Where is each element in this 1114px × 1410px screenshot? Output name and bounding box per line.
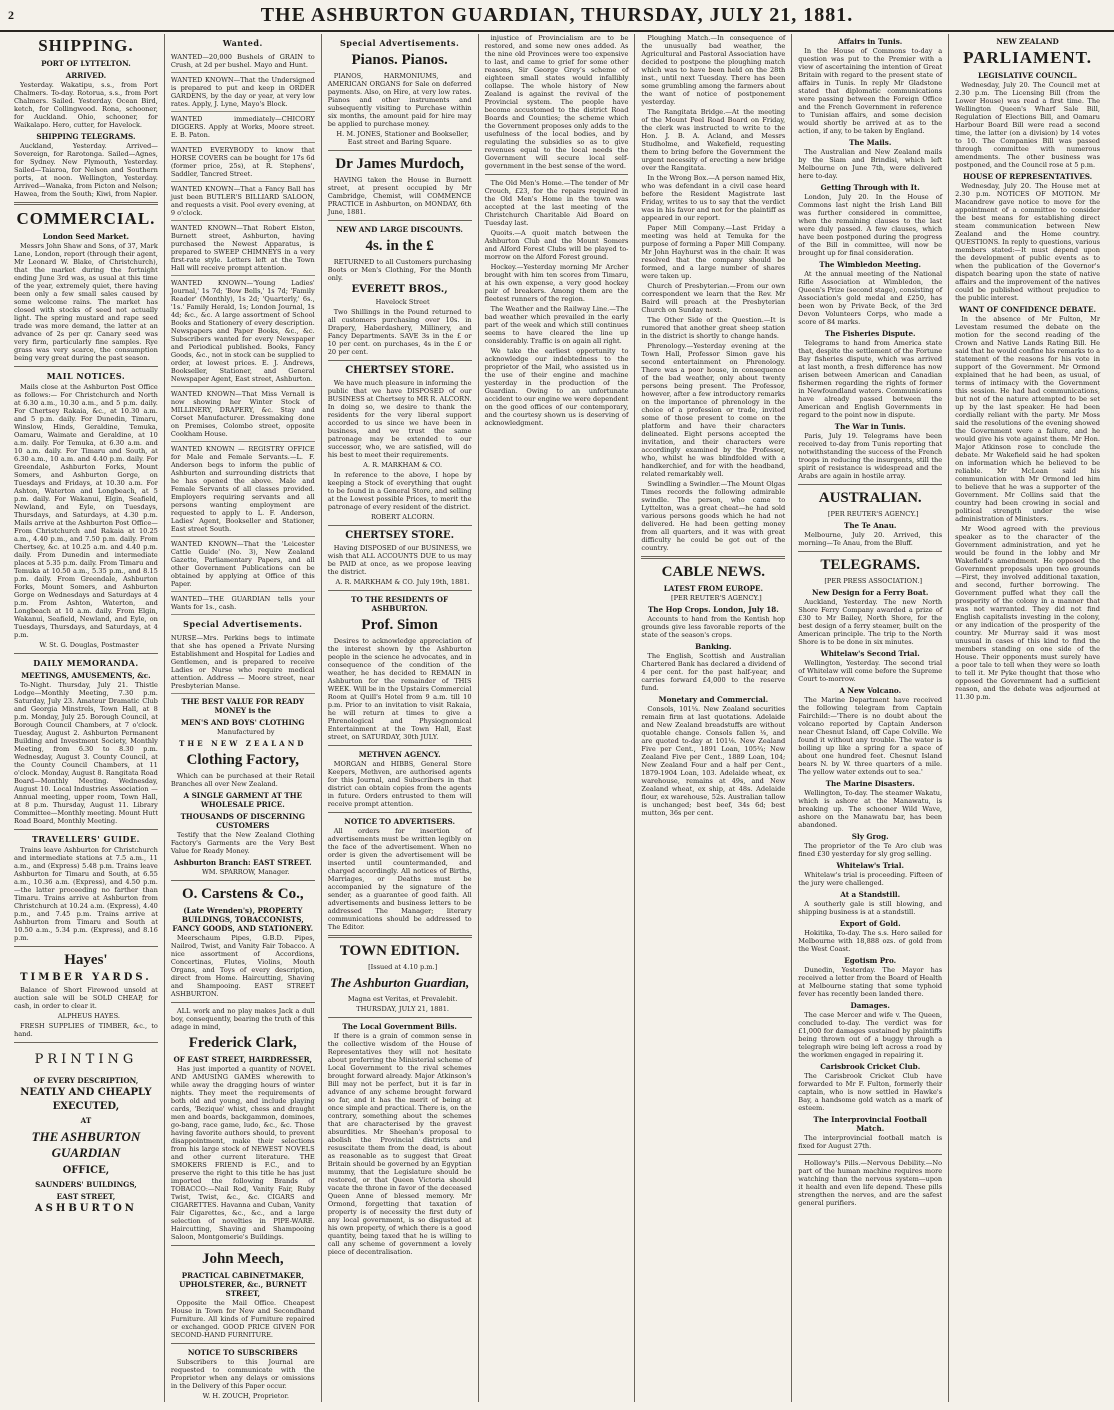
simon-text: Desires to acknowledge appreciation of the interest shown by the Ashburton people in the science he advocates, and in consequence of the condition of the weather, he has decided to REMAIN in Ashburton for the remainder of THIS WEEK. Will be in the Upstairs Commercial Room at Quill's Hotel from 9 a.m. till 10 p.m. Prior to an invitation to visit Rakaia, he will return at times to give a Phrenological and Physiognomical Entertainment at the Town Hall, East street, on SATURDAY, 30th JULY. bbox=[327, 637, 472, 741]
wanted-ad: WANTED—20,000 Bushels of GRAIN to Crush, at 2d per bushel. Mayo and Hunt. bbox=[171, 50, 315, 73]
chertsey-title: CHERTSEY STORE. bbox=[345, 365, 455, 376]
printing-line-2: NEATLY AND CHEAPLY bbox=[20, 1087, 152, 1098]
single-garment: A SINGLE GARMENT AT THE WHOLESALE PRICE. bbox=[183, 791, 303, 809]
weather-railway: The Weather and the Railway Line.—The bad weather which prevailed in the early part of the week and which still continues seems to have cleared the line up considerably. Traffic is on again all right. bbox=[484, 305, 629, 345]
arrived-heading: ARRIVED. bbox=[65, 71, 107, 80]
editorial-continued: injustice of Provincialism are to be restored, and some new ones added. As the nine old Provinces were too expensive to last, and came to grief for some other reasons, Sir George Grey's scheme of eighteen small states would infallibly collapse. The whole history of New Zealand is against the revival of the Provincial system. The people have become accustomed to the district Road Boards and Counties; the scheme which the Government proposes only adds to the usefulness of the local bodies, and by regulating the subsidies so as to give revenues equal to the local needs the Government will secure local self-government in the best sense of the word. bbox=[484, 34, 629, 170]
paper-mill: Paper Mill Company.—Last Friday a meeting was held at Temuka for the purpose of forming a Paper Mill Company. Mr John Hayhurst was in the chair. It was resolved that the company should be formed, and a large number of shares were taken up. bbox=[641, 224, 786, 280]
wanted-ad: WANTED KNOWN—That the 'Leicester Cattle Guide' (No. 3), New Zealand Gazette, Parliamentary Papers, and all other Government Publications can be obtained by applying at Office of this Paper. bbox=[171, 537, 315, 592]
volcano-heading: A New Volcano. bbox=[839, 686, 902, 695]
telegrams-title: TELEGRAMS. bbox=[820, 557, 921, 573]
australian-title: AUSTRALIAN. bbox=[818, 490, 922, 506]
chertsey3-sign: A. R. MARKHAM & CO. July 19th, 1881. bbox=[335, 578, 470, 586]
col7-body: Mr Wood agreed with the previous speaker as to the character of the Government administration, and yet he would be found in the lobby and Mr Wakefield's amendment. He opposed the Government proposals upon two grounds—First, they involved additional taxation, and second, further borrowing. The Government puffed what they call the prosperity of the colony in a manner that was not warranted. They did not find English capitalists investing in the colony, or any indication of the prosperity of the country. Mr Murray said it was most unusual in cases of this kind to find the members standing on one side of the House. Their opponents must surely have a poor tale to tell when they were so loath to tell it. Mr Pyke thought that those who opposed the Government had a sufficient reason, and the debate was adjourned at 11.30 p.m. bbox=[955, 525, 1100, 701]
residents-heading: TO THE RESIDENTS OF ASHBURTON. bbox=[351, 595, 449, 613]
timber-yards-title: TIMBER YARDS. bbox=[20, 972, 152, 983]
printing-line-3: EXECUTED, bbox=[52, 1101, 120, 1112]
house-text: Wednesday, July 20. The House met at 2.30 p.m. NOTICES OF MOTION. Mr Macandrew gave notice to move for the appointment of a committee to consider the best means for establishing direct steam communication between New Zealand and the Home country. QUESTIONS. In reply to questions, various members stated:—It must depend upon the development of public events as to when the publication of the Governor's dispatch bearing upon the state of native affairs and the improvement of the natives could be published without prejudice to the public interest. bbox=[955, 182, 1100, 302]
old-mens-home: The Old Men's Home.—The tender of Mr Crouch, £23, for the repairs required in the Old Men's Home in the town was accepted at the last meeting of the Christchurch Charitable Aid Board on Tuesday last. bbox=[484, 179, 629, 227]
london-seed-text: Messrs John Shaw and Sons, of 37, Mark Lane, London, report (through their agent, Mr Leonard W. Blake, of Christchurch), that the market during the fortnight ending June 3rd was, as usual at this time of the year, extremely quiet, there having been only a few small sales caused by some welcome rains. The market has closed with stocks of seed not actually light. The spring mustard and rape seed trade was more demand, the latter at an advance of 2s per qr. Canary seed was very firm, particularly fine samples. Rye grass was very scarce, the consumption being very great during the past season. bbox=[14, 242, 158, 362]
pianos-text: PIANOS, HARMONIUMS, and AMERICAN ORGANS for Sale on deferred payments. Also, on Hire, at very low rates. Pianos and other instruments and subsequently visiting to Purchase within six months, the amount paid for hire may be applied to purchase money. bbox=[327, 72, 472, 128]
motto: Magna est Veritas, et Prevalebit. bbox=[347, 995, 458, 1003]
thousands: THOUSANDS OF DISCERNING CUSTOMERS bbox=[180, 812, 305, 830]
shipping-telegrams-heading: SHIPPING TELEGRAMS. bbox=[36, 132, 136, 141]
telegrams-agent: [PER PRESS ASSOCIATION.] bbox=[824, 577, 923, 585]
newspaper-title: THE ASHBURTON GUARDIAN, THURSDAY, JULY 21, 1881. bbox=[260, 3, 854, 26]
export-heading: Export of Gold. bbox=[839, 919, 901, 928]
column-5 bbox=[635, 34, 792, 1402]
timber-text: Balance of Short Firewood unsold at auction sale will be SOLD CHEAP, for cash, in order to clear it. bbox=[14, 986, 158, 1010]
divider bbox=[14, 202, 158, 205]
wanted-ad: WANTED KNOWN—'Young Ladies' Journal,' 1s 7d; 'Bow Bells,' 1s 7d; 'Family Reader' (Monthly), 1s 2d; 'Quarterly,' 6s., '1s.' Family Herald, 1s; London Journal, 1s 4d; &c., &c. A large assortment of School Books and Stationery of every description. Newspapers and Paper Books, &c., &c. Subscribers wanted for every Newspaper and Periodical published. Books, Fancy Goods, &c., not in stock can be supplied to order, at lowest prices. E. J. Andrews, Bookseller, Stationer, and General Newspaper Agent, East street, Ashburton. bbox=[171, 276, 315, 387]
egotism-heading: Egotism Pro. bbox=[844, 956, 897, 965]
shipping-telegrams-text: Auckland, Yesterday. Arrived—Sovereign, for Rarotonga. Sailed—Agnes, for Sydney. New Plymouth, Yesterday. Sailed—Taiaroa, for Nelson and Southern ports, at noon. Wellington, Yesterday. Arrived—Wanaka, from Picton and Nelson; Hawea, from the South; Kiwi, from Napier. bbox=[14, 142, 158, 198]
meetings-heading: MEETINGS, AMUSEMENTS, &c. bbox=[21, 671, 151, 680]
hop-crops-text: Accounts to hand from the Kentish hop grounds give less favorable reports of the state of the season's crops. bbox=[641, 615, 786, 639]
printing-line-5: THE ASHBURTON GUARDIAN bbox=[31, 1129, 141, 1160]
damages-heading: Damages. bbox=[850, 1001, 890, 1010]
wanted-ad: WANTED EVERYBODY to know that HORSE COVERS can be bought for 17s 6d (former price, 25s), at R. Stephens', Saddler, Tancred Street. bbox=[171, 143, 315, 182]
printing-line-4: AT bbox=[80, 1116, 92, 1125]
returned-text: RETURNED to all Customers purchasing Boots or Men's Clothing, For the Month only. bbox=[327, 258, 472, 282]
printing-title: PRINTING bbox=[34, 1052, 138, 1067]
manager: WM. SPARROW, Manager. bbox=[202, 868, 290, 876]
best-value-sub: MEN'S AND BOYS' CLOTHING bbox=[181, 718, 305, 727]
clark-sub: OF EAST STREET, HAIRDRESSER, bbox=[173, 1055, 313, 1064]
australian-agent: [PER REUTER'S AGENCY.] bbox=[827, 510, 919, 518]
confidence-heading: WANT OF CONFIDENCE DEBATE. bbox=[959, 305, 1096, 314]
travellers-guide-text: Trains leave Ashburton for Christchurch and intermediate stations at 7.5 a.m., 11 a.m., and (Express) 5.48 p.m. Trains leave Ashburton for Timaru and South, at 6.55 a.m., 10.36 a.m. (Express), and 4.50 p.m.—the latter proceeding no farther than Timaru. Trains arrive at Ashburton from Christchurch at 10.24 a.m. (Express), 4.40 p.m., and 7.45 p.m. Trains arrive at Ashburton from Timaru and South at 10.50 a.m., 5.34 p.m. (Express), and 8.16 p.m. bbox=[14, 846, 158, 942]
sly-grog-heading: Sly Grog. bbox=[851, 832, 889, 841]
sheep-station: The Other Side of the Question.—It is rumored that another great sheep station in the district is shortly to change hands. bbox=[641, 316, 786, 340]
wanted-ad: WANTED KNOWN — REGISTRY OFFICE for Male and Female Servants.—L. F. Anderson begs to inform the public of Ashburton and surrounding districts that he has opened the above. Male and Female Servants of all classes provided. Employers requiring servants and all persons wanting employment are requested to apply to L. F. Anderson, Ladies' Agent, Bookseller and Stationer, East street South. bbox=[171, 442, 315, 537]
getting-through-text: London, July 20. In the House of Commons last night the Irish Land Bill was further considered in committee, when the remaining clauses to the last were duly passed. A few clauses, which have been postponed during the progress of the Bill in committee, will now be brought up for final consideration. bbox=[798, 193, 943, 257]
london-seed-heading: London Seed Market. bbox=[42, 232, 130, 241]
nz-title: THE NEW ZEALAND bbox=[179, 739, 307, 748]
testify-text: Testify that the New Zealand Clothing Factory's Garments are the Very Best Value for Ready Money. bbox=[170, 831, 315, 855]
export-text: Hokitika, To-day. The s.s. Hero sailed for Melbourne with 18,888 ozs. of gold from the West Coast. bbox=[798, 929, 943, 953]
town-edition-title: TOWN EDITION. bbox=[339, 943, 460, 959]
guardian-title: The Ashburton Guardian, bbox=[329, 975, 470, 990]
chertsey-text: We have much pleasure in informing the public that we have DISPOSED of our BUSINESS at Chertsey to MR R. ALCORN. In doing so, we desire to thank the residents for the very liberal support accorded to us since we have been in business, and we trust the same patronage may be extended to our successor, who, we are satisfied, will do his best to meet their requirements. bbox=[327, 379, 472, 459]
divider bbox=[485, 174, 629, 175]
divider bbox=[328, 525, 472, 526]
wanted-ad: WANTED—THE GUARDIAN tells your Wants for 1s., cash. bbox=[171, 592, 315, 615]
column-3 bbox=[322, 34, 479, 1402]
postmaster-sign: W. St. G. Douglas, Postmaster bbox=[39, 641, 139, 649]
methven-text: MORGAN and HIBBS, General Store Keepers, Methven, are authorised agents for this Journal, and Subscribers in that district can obtain copies from the agents in future. Orders entrusted to them will receive prompt attention. bbox=[327, 760, 472, 808]
notice-subscribers-sign: W. H. ZOUCH, Proprietor. bbox=[202, 1392, 289, 1400]
whitelaw2-heading: Whitelaw's Trial. bbox=[836, 861, 904, 870]
tunis-text: In the House of Commons to-day a question was put to the Premier with a view of ascertaining the intention of Great Britain with regard to the present state of affairs in Tunis. In reply Mr Gladstone stated that diplomatic communications were passing between the Foreign Office and the French Government in reference to Tunisian affairs, and some decision would shortly be arrived at as to the action, if any, to be taken by England. bbox=[798, 47, 943, 135]
mail-notices-heading: MAIL NOTICES. bbox=[46, 371, 126, 381]
house-heading: HOUSE OF REPRESENTATIVES. bbox=[962, 172, 1093, 181]
cable-news-sub: LATEST FROM EUROPE. bbox=[663, 584, 763, 593]
mails-text: The Australian and New Zealand mails by the Siam and Brindisi, which left Melbourne on June 7th, were delivered here to-day. bbox=[798, 148, 943, 180]
football-heading: The Interprovincial Football Match. bbox=[813, 1115, 927, 1133]
marine-text: Wellington, To-day. The steamer Wakatu, which is ashore at the Manawatu, is breaking up. The schooner Wild Wave, ashore on the Manawatu bar, has been abandoned. bbox=[798, 789, 943, 829]
printing-line-8: EAST STREET, bbox=[56, 1192, 116, 1201]
whitelaw2-text: Whitelaw's trial is proceeding. Fifteen of the jury were challenged. bbox=[798, 871, 943, 887]
mails-heading: The Mails. bbox=[849, 138, 892, 147]
war-tunis-text: Paris, July 19. Telegrams have been received to-day from Tunis reporting that notwithstanding the success of the French troops in reducing the insurgents, still the spirit of resistance is widespread and the Arabs are again in hostile array. bbox=[798, 432, 943, 480]
nurse-ad: NURSE—Mrs. Perkins begs to intimate that she has opened a Private Nursing Establishment and Hospital for Ladies and Gentlemen, and is prepared to receive Ladies or Nurse who require medical attention. Address — Moore street, near Presbyterian Manse. bbox=[171, 631, 315, 694]
wanted-heading: Wanted. bbox=[222, 38, 263, 48]
col4-body: We take the earliest opportunity to acknowledge our indebtedness to the proprietor of the Mail, who assisted us in the use of their engine and machine yesterday in the production of the Guardian. Owing to an unfortunate accident to our engine we were dependent on the good offices of our contemporary, and the courtesy shown us is deserving of acknowledgment. bbox=[484, 347, 629, 427]
all-work-text: ALL work and no play makes Jack a dull boy, consequently, bearing the truth of this adage in mind, bbox=[170, 1007, 315, 1031]
printing-line-6: OFFICE, bbox=[62, 1165, 110, 1176]
branch: Ashburton Branch: EAST STREET. bbox=[173, 858, 312, 867]
church: Church of Presbyterian.—From our own correspondent we learn that the Rev. Mr Baird will preach at the Presbyterian Church on Sunday next. bbox=[641, 282, 786, 314]
date-line: THURSDAY, JULY 21, 1881. bbox=[356, 1005, 449, 1013]
notice-subscribers-text: Subscribers to this Journal are requested to communicate with the Proprietor when any delays or omissions in the Delivery of this Paper occur. bbox=[170, 1358, 315, 1390]
arrived-text: Yesterday. Wakatipu, s.s., from Port Chalmers. To-day. Rotorua, s.s., from Port Chalmers. Sailed. Yesterday. Ocean Bird, ketch, for Collingwood. Rona, schooner, for Auckland. Ohio, schooner, for Waikalapo. Hero, cutter, for Havelock. bbox=[14, 81, 158, 129]
legislative-heading: LEGISLATIVE COUNCIL. bbox=[977, 71, 1078, 80]
standstill-heading: At a Standstill. bbox=[840, 890, 901, 899]
divider bbox=[171, 1343, 315, 1344]
whitelaw-heading: Whitelaw's Second Trial. bbox=[820, 649, 920, 658]
column-1 bbox=[8, 34, 165, 1402]
commercial-title: COMMERCIAL. bbox=[16, 209, 156, 228]
fisheries-heading: The Fisheries Dispute. bbox=[824, 329, 916, 338]
manufactured-by: Manufactured by bbox=[217, 728, 275, 736]
divider bbox=[171, 880, 315, 881]
divider bbox=[328, 745, 472, 746]
fisheries-text: Telegrams to hand from America state that, despite the settlement of the Fortune Bay fisheries dispute, which was arrived at last month, a fresh difference has now arisen between American and Canadian fishermen regarding the rights of former in Newfoundland waters. Communications have already passed between the American and English Governments in regard to the point now in dispute. bbox=[798, 339, 943, 419]
murdoch-title: Dr James Murdoch, bbox=[335, 156, 464, 172]
monetary-heading: Monetary and Commercial. bbox=[658, 695, 769, 704]
nz-heading: NEW ZEALAND bbox=[996, 37, 1059, 46]
divider bbox=[328, 360, 472, 361]
marine-heading: The Marine Disasters. bbox=[825, 779, 915, 788]
sly-grog-text: The proprietor of the Te Aro club was fined £30 yesterday for sly grog selling. bbox=[798, 842, 943, 858]
pianos-title: Pianos. Pianos. bbox=[351, 52, 448, 68]
te-anau-text: Melbourne, July 20. Arrived, this morning—Te Anau, from the Bluff. bbox=[798, 531, 943, 547]
whitelaw-text: Wellington, Yesterday. The second trial of Whitelaw will come before the Supreme Court to-morrow. bbox=[798, 659, 943, 683]
four-shillings-title: 4s. in the £ bbox=[365, 238, 434, 254]
clark-text: Has just imported a quantity of NOVEL AND AMUSING GAMES wherewith to while away the dragging hours of winter nights. They meet the requirements of both old and young, and include playing cards, 'Bezique' whist, chess and draught men and boards, backgammon, dominoes, go-bang, race game, ludo, &c., &c. Those having favorite authors should, to prevent disappointment, make their selections from his large stock of NEWEST NOVELS and other current literature. THE SMOKERS FRIEND is F.C., and to preserve the right to this title he has just imported the following Brands of TOBACCO:—Nail Rod, Vanity Fair, Ruby Twist, Twist, &c., &c. CIGARS and CIGARETTES. Havanna and Cuban, Vanity Fair Cigarettes, &c., &c., and a large selection of novelties in PIPE-WARE. Haircutting, Shaving and Shampooing Saloon, Montgomerie's Buildings. bbox=[170, 1065, 315, 1241]
cricket-text: The Carisbrook Cricket Club have forwarded to Mr F. Fulton, formerly their captain, who is now settled in Hawke's Bay, a handsome gold watch as a mark of esteem. bbox=[798, 1072, 943, 1112]
divider bbox=[171, 1002, 315, 1003]
ferry-heading: New Design for a Ferry Boat. bbox=[812, 588, 929, 597]
masthead bbox=[0, 0, 1114, 32]
printing-line-9: ASHBURTON bbox=[34, 1203, 137, 1214]
divider bbox=[798, 484, 942, 485]
best-value-heading: THE BEST VALUE FOR READY MONEY is the bbox=[181, 697, 304, 715]
methven-heading: METHVEN AGENCY. bbox=[358, 750, 441, 759]
legislative-text: Wednesday, July 20. The Council met at 2.30 p.m. The Licensing Bill (from the Lower House) was read a first time. The Wellington Queen's Wharf Sale Bill, Regulation of Elections Bill, and Oamaru Harbour Board Bill were read a second time, the latter (on a division) by 14 votes to 10. The Companies Bill was passed through committee with numerous amendments. The other business was postponed, and the Council rose at 5 p.m. bbox=[955, 81, 1100, 169]
chertsey2-text: In reference to the above, I hope by keeping a Stock of everything that ought to be found in a General Store, and selling at the Lowest possible Prices, to merit the patronage of every resident of the district. bbox=[327, 471, 472, 511]
divider bbox=[798, 1154, 942, 1155]
chertsey2-sign: ROBERT ALCORN. bbox=[370, 513, 435, 521]
clothing-text: Which can be purchased at their Retail Branches all over New Zealand. bbox=[170, 772, 315, 788]
divider bbox=[641, 556, 785, 559]
holloway-text: Holloway's Pills.—Nervous Debility.—No part of the human machine requires more watching than the nervous system—upon it health and even life depend. These pills strengthen the nerves, and are the safest general purifiers. bbox=[798, 1159, 943, 1207]
shipping-title: SHIPPING. bbox=[38, 36, 134, 55]
meech-sub: PRACTICAL CABINETMAKER, UPHOLSTERER, &c., BURNETT STREET, bbox=[179, 1271, 307, 1298]
divider bbox=[14, 1042, 158, 1043]
column-2 bbox=[165, 34, 322, 1402]
carstens-text: Meerschaum Pipes, G.B.D. Pipes, Nailrod, Twist, and Vanity Fair Tobacco. A nice assortment of Accordions, Concertinas, Flutes, Violins, Mouth Organs, and Toys of every description, direct from Home. Haircutting, Shaving and Shampooing. EAST STREET ASHBURTON. bbox=[170, 934, 315, 998]
printing-line-1: OF EVERY DESCRIPTION, bbox=[33, 1076, 139, 1085]
murdoch-text: HAVING taken the House in Burnett street, at present occupied by Mr Cambridge, Chemist, will COMMENCE PRACTICE in Ashburton, on MONDAY, 6th June, 1881. bbox=[327, 176, 472, 216]
wrong-box: In the Wrong Box.—A person named Hix, who was defendant in a civil case heard before the Resident Magistrate last Friday, writes to us to say that the verdict was in his favor and not for the plaintiff as appeared in our report. bbox=[641, 174, 786, 222]
hockey: Hockey.—Yesterday morning Mr Archer brought with him ten scores from Timaru, at his own expense, a very good hockey pair of breakers. Among them are the fleetest runners of the region. bbox=[484, 263, 629, 303]
hop-crops-heading: The Hop Crops. London, July 18. bbox=[647, 605, 779, 614]
divider bbox=[328, 220, 472, 221]
mail-notices-text: Mails close at the Ashburton Post Office as follows:— For Christchurch and North at 6.30 a.m., 10.30 a.m., and 5 p.m. daily. For Chertsey Rakaia, &c., at 10.30 a.m. and 5 p.m. daily. For Dunedin, Timaru, Winslow, Hinds, Geraldine, Temuka, Oamaru, Waimate and Geraldine, at 10 a.m. daily. For Temuka, at 6.30 a.m. and 10 a.m. daily. For Timaru and South, at 6.30 a.m., 10 a.m. and 4.40 p.m. daily. For Greendale, Ashburton Forks, Mount Somers, and Ashburton Gorge, on Tuesdays and Fridays, at 10.30 a.m. For Ashton, Waterton and Longbeach, at 5 p.m. daily. For Wakanui, Elgin, Seafield, Newland, and Eyle, on Tuesdays, Thursdays, and Saturdays, at 4.30 p.m. Mails arrive at the Ashburton Post Office— From Christchurch and Rakaia at 10.25 a.m., 4.40 p.m., and 7.50 p.m. daily. From Chertsey, &c. at 10.25 a.m. and 4.40 p.m. daily. From Dunedin and intermediate places at 5.35 p.m. daily. From Timaru and Temuka at 10.50 a.m., 5.35 p.m., and 8.15 p.m. daily. From Greendale, Ashburton Forks, Mount Somers, and Ashburton Gorge on Wednesdays and Saturdays at 4 p.m. From Ashton, Waterton, and Longbeach at 10 a.m. daily. From Elgin, Wakanui, Seafield, Newland, and Eyle, on Tuesdays, Thursdays, and Saturdays, at 4 p.m. bbox=[14, 383, 158, 639]
ferry-text: Auckland, Yesterday. The new North Shore Ferry Company awarded a prize of £30 to Mr Bailey, North Shore, for the best design of a ferry steamer, built on the American principle. The trip to the North Shore is to be done in six minutes. bbox=[798, 598, 943, 646]
chertsey3-title: CHERTSEY STORE. bbox=[345, 530, 455, 541]
divider bbox=[171, 1245, 315, 1246]
rangitata-bridge: The Rangitata Bridge.—At the meeting of the Mount Peel Road Board on Friday, the clerk was instructed to write to the Hon. J. B. A. Acland, and Messrs Studholme, and Wakefield, requesting them to bring before the Government the urgent necessity of erecting a new bridge over the Rangitata. bbox=[641, 108, 786, 172]
phrenology: Phrenology.—Yesterday evening at the Town Hall, Professor Simon gave his second entertainment on Phrenology. There was a poor house, in consequence of the bad weather, only about twenty persons being present. The Professor, however, after a few introductory remarks on the importance of phrenology in the choice of a profession or trade, invited some of those present to come on the platform and have their characters delineated. Eight persons accepted the invitation, and their characters were accordingly examined by the Professor, who, whilst he was blindfolded with a handkerchief, and for with the headband, related remarkably well. bbox=[641, 342, 786, 478]
divider bbox=[798, 551, 942, 552]
hayes-title: Hayes' bbox=[64, 952, 108, 968]
clothing-factory-title: Clothing Factory, bbox=[186, 752, 300, 768]
local-govt-heading: The Local Government Bills. bbox=[342, 1022, 457, 1031]
banking-heading: Banking. bbox=[695, 642, 732, 651]
cable-agent: [PER REUTER'S AGENCY.] bbox=[671, 594, 762, 602]
column-6 bbox=[792, 34, 949, 1402]
divider bbox=[328, 1017, 472, 1018]
volcano-text: The Marine Department have received the following telegram from Captain Fairchild:—'There is no doubt about the volcano reported by Captain Anderson near Chesnut Island, off Cape Colville. We found it without any trouble. The water is boiling up like a spring for a space of about one hundred feet. Chesnut Island bears N. by W. three quarters of a mile. The yellow water extends out to sea.' bbox=[798, 696, 943, 776]
notice-advertisers-text: All orders for insertion of advertisements must be written legibly on the face of the advertisement. When no order is given the advertisement will be inserted until countermanded, and charged accordingly. All notices of Births, Marriages, or Deaths must be accompanied by the signature of the sender, as a guarantee of good faith. All advertisements and business letters to be addressed The Manager; literary communications should be addressed to The Editor. bbox=[327, 827, 472, 931]
damages-text: The case Mercer and wife v. The Queen, concluded to-day. The verdict was for £1,000 for damages sustained by plaintiffs being thrown out of a buggy through a telegraph wire being left across a road by the workmen engaged in repairing it. bbox=[798, 1011, 943, 1059]
divider bbox=[14, 829, 158, 830]
te-anau-heading: The Te Anau. bbox=[843, 521, 897, 530]
getting-through-heading: Getting Through with It. bbox=[820, 183, 920, 192]
tunis-heading: Affairs in Tunis. bbox=[838, 37, 903, 46]
wanted-ad: WANTED KNOWN—That the Undersigned is prepared to put and keep in ORDER GARDENS, by the day or year, at very low rates. Apply, J. Lyne, Mayo's Block. bbox=[171, 73, 315, 112]
wimbledon-heading: The Wimbledon Meeting. bbox=[819, 260, 922, 269]
local-govt-text: If there is a grain of common sense in the collective wisdom of the House of Representatives they will not hesitate about preferring the Ministerial scheme of Local Government to the rival schemes brought forward already. Major Atkinson's Bill may not be perfect, but it is far in advance of any scheme brought forward so far, and it has the merit of being at once simple and practical. There is, on the contrary, something about the schemes that are characterised by the gravest absurdities. Mr Sheehan's proposal to abolish the Provincial districts and resuscitate them from the dead, is about as reasonable as to suggest that Great Britain should be governed by an Egyptian mummy, that the Legislature should be restored, or that Queen Victoria should vacate the throne in favor of the deceased Queen Anne of blessed memory. Mr Ormond, forgetting that taxation of property is of necessity the first duty of any local government, is so disgusted at his own property, of which there is a good quantity, being taxed that he is willing to call any scheme of government a lovely piece of decentralisation. bbox=[327, 1032, 472, 1256]
ploughing-match: Ploughing Match.—In consequence of the unusually bad weather, the Agricultural and Pastoral Association have decided to postpone the ploughing match which was to have been held on the 28th inst., until next Tuesday. There has been some grumbling among the farmers about the want of notice of postponement yesterday. bbox=[641, 34, 786, 106]
standstill-text: A southerly gale is still blowing, and shipping business is at a standstill. bbox=[798, 900, 943, 916]
parliament-title: PARLIAMENT. bbox=[963, 48, 1093, 67]
cricket-heading: Carisbrook Cricket Club. bbox=[820, 1062, 921, 1071]
divider bbox=[328, 812, 472, 813]
banking-text: The English, Scottish and Australian Chartered Bank has declared a dividend of 4 per cent. for the past half-year, and carries forward £4,000 to the reserve fund. bbox=[641, 652, 786, 692]
notice-advertisers-heading: NOTICE TO ADVERTISERS. bbox=[344, 817, 455, 826]
timber-name: ALPHEUS HAYES. bbox=[57, 1012, 120, 1020]
wanted-ad: WANTED KNOWN—That a Fancy Ball has just been BUTLER'S BILLIARD SALOON, and requests a visit. Pool every evening, at 9 o'clock. bbox=[171, 182, 315, 221]
chertsey-sign: A. R. MARKHAM & CO. bbox=[363, 461, 443, 469]
egotism-text: Dunedin, Yesterday. The Mayor has received a letter from the Board of Health at Melbourne stating that some typhoid fever has recently been landed there. bbox=[798, 966, 943, 998]
divider bbox=[14, 946, 158, 947]
everett-title: EVERETT BROS., bbox=[351, 284, 448, 295]
meetings-text: To-Night. Thursday, July 21. Thistle Lodge—Monthly Meeting, 7.30 p.m. Saturday, July 23. Amateur Dramatic Club and Georgia Minstrels, Town Hall, at 8 p.m. Monday, July 25. Borough Council, at Borough Council Chambers, at 7 o'clock. Tuesday, August 2. Ashburton Permanent Building and Investment Society, Monthly Meeting, from 6.30 to 8.30 p.m. Wednesday, August 3. County Council, at the County Council Chambers, at 11 o'clock. Monday, August 8. Rangitata Road Board—Monthly Meeting. Wednesday, August 10. Local Industries Association — Annual meeting, upper room, Town Hall, at 8 p.m. Thursday, August 11. Library Committee—Monthly meeting. Mount Hutt Road Board, Monthly Meeting. bbox=[14, 681, 158, 825]
special-ads-heading: Special Advertisements. bbox=[183, 619, 303, 629]
quoits: Quoits.—A quoit match between the Ashburton Club and the Mount Somers and Alford Forest Clubs will be played to-morrow on the Alford Forest ground. bbox=[484, 229, 629, 261]
war-tunis-heading: The War in Tunis. bbox=[834, 422, 906, 431]
divider bbox=[328, 935, 472, 938]
cable-news-title: CABLE NEWS. bbox=[661, 564, 766, 580]
clark-title: Frederick Clark, bbox=[188, 1035, 297, 1051]
printing-line-7: SAUNDERS' BUILDINGS, bbox=[35, 1180, 137, 1189]
page-number: 2 bbox=[8, 7, 15, 22]
simon-title: Prof. Simon bbox=[361, 617, 438, 633]
timber-text-2: FRESH SUPPLIES of TIMBER, &c., to hand. bbox=[14, 1022, 158, 1038]
chertsey3-text: Having DISPOSED of our BUSINESS, we wish that ALL ACCOUNTS DUE to us may be PAID at once, as we propose leaving the district. bbox=[327, 544, 472, 576]
special-ads-heading: Special Advertisements. bbox=[339, 38, 460, 48]
jones-name: H. M. JONES, Stationer and Bookseller, East street and Baring Square. bbox=[336, 130, 469, 146]
divider bbox=[14, 653, 158, 654]
column-7 bbox=[949, 34, 1106, 1402]
divider bbox=[328, 150, 472, 151]
wanted-ad: WANTED KNOWN—That Robert Elston, Burnett street, Ashburton, having purchased the Newest Apparatus, is prepared to SWEEP CHIMNEYS in a very first-rate style. Letters left at the Town Hall will receive prompt attention. bbox=[171, 221, 315, 276]
columns bbox=[8, 34, 1106, 1402]
daily-memoranda-heading: DAILY MEMORANDA. bbox=[33, 658, 139, 668]
wanted-ad: WANTED KNOWN—That Miss Vernall is now showing her Winter Stock of MILLINERY, DRAPERY, &c. Stay and Corset Manufacturer. Dressmaking done on Premises, Colombo street, opposite Cookham House. bbox=[171, 387, 315, 442]
wimbledon-text: At the annual meeting of the National Rifle Association at Wimbledon, the Queen's Prize (second stage), consisting of Association's gold medal and £250, has been won by Private Beck, of the 3rd Devon Volunteers Corps, who made a score of 84 marks. bbox=[798, 270, 943, 326]
everett-text: Two Shillings in the Pound returned to all customers purchasing over 10s. in Drapery, Haberdashery, Millinery, and Fancy Departments. SAVE 3s in the £ or 10 per cent. on purchases, 4s in the £ or 20 per cent. bbox=[327, 308, 472, 356]
divider bbox=[14, 366, 158, 367]
new-goods-heading: NEW AND LARGE DISCOUNTS. bbox=[336, 225, 463, 234]
wanted-ad: WANTED immediately—CHICORY DIGGERS. Apply at Works, Moore street. E. B. Paton. bbox=[171, 112, 315, 143]
travellers-guide-heading: TRAVELLERS' GUIDE. bbox=[31, 834, 140, 844]
notice-subscribers-heading: NOTICE TO SUBSCRIBERS bbox=[187, 1348, 298, 1357]
carstens-sub: (Late Wrenden's), PROPERTY BUILDINGS, TOBACCONISTS, FANCY GOODS, AND STATIONERY. bbox=[172, 906, 314, 933]
issued-time: [Issued at 4.10 p.m.] bbox=[368, 963, 438, 971]
divider bbox=[328, 590, 472, 591]
swindler: Swindling a Swindler.—The Mount Olgas Times records the following admirable swindle. The person, who came to Lyttelton, was a great cheat—he had sold various persons goods which he had not delivered. He had been getting money from all quarters, and it was with great difficulty he could be got out of the country. bbox=[641, 480, 786, 552]
football-text: The interprovincial football match is fixed for August 27th. bbox=[798, 1134, 943, 1150]
column-4 bbox=[479, 34, 636, 1402]
everett-sub: Havelock Street bbox=[375, 298, 430, 306]
meech-title: John Meech, bbox=[201, 1251, 284, 1267]
meech-text: Opposite the Mail Office. Cheapest House in Town for New and Secondhand Furniture. All kinds of Furniture repaired or exchanged. GOOD PRICE GIVEN FOR SECOND-HAND FURNITURE. bbox=[170, 1299, 315, 1339]
port-heading: PORT OF LYTTELTON. bbox=[41, 59, 131, 68]
confidence-text: In the absence of Mr Fulton, Mr Levestam resumed the debate on the motion for the second reading of the Crown and Native Lands Rating Bill. He said that he would confine his remarks to a statement of the reasons for his vote in support of the Government. Mr Ormond explained that he had been, as usual, of terms of intimacy with the Government this session. He had had communications, but not of the nature attempted to be set up by the last speaker. He had been cordially reliant with the party. Mr Moss said the resolutions of the evening showed the Government were a failure, and he would give his vote against them. Mr Hon. Major Atkinson rose to conclude the debate. Mr Wakefield said he had spoken on information which he believed to be reliable. Mr McLean said his communication with Mr Ormond led him to believe that he was a supporter of the Government. Mr Collins said that the country had been crowing in social and political strength under the wise administration of Ministers. bbox=[955, 315, 1100, 523]
carstens-title: O. Carstens & Co., bbox=[181, 886, 304, 902]
monetary-text: Consols, 101¼. New Zealand securities remain firm at last quotations. Adelaide and New Zealand breadstuffs are without quotable change. Consols fallen ⅛, and are quoted to-day at 101⅛. New Zealand Five per Cent., 1891 Loan, 105¾; New Zealand Five per Cent., 1889 Loan, 104; New Zealand Four and a half per Cent., 1879-1904 Loan, 103. Adelaide wheat, ex warehouse, remains at 49s, and New Zealand wheat, ex ship, at 48s. Adelaide flour, ex warehouse, 52s. Australian tallow is unchanged; best beef, 34s 6d; best mutton, 36s per cent. bbox=[641, 705, 786, 817]
